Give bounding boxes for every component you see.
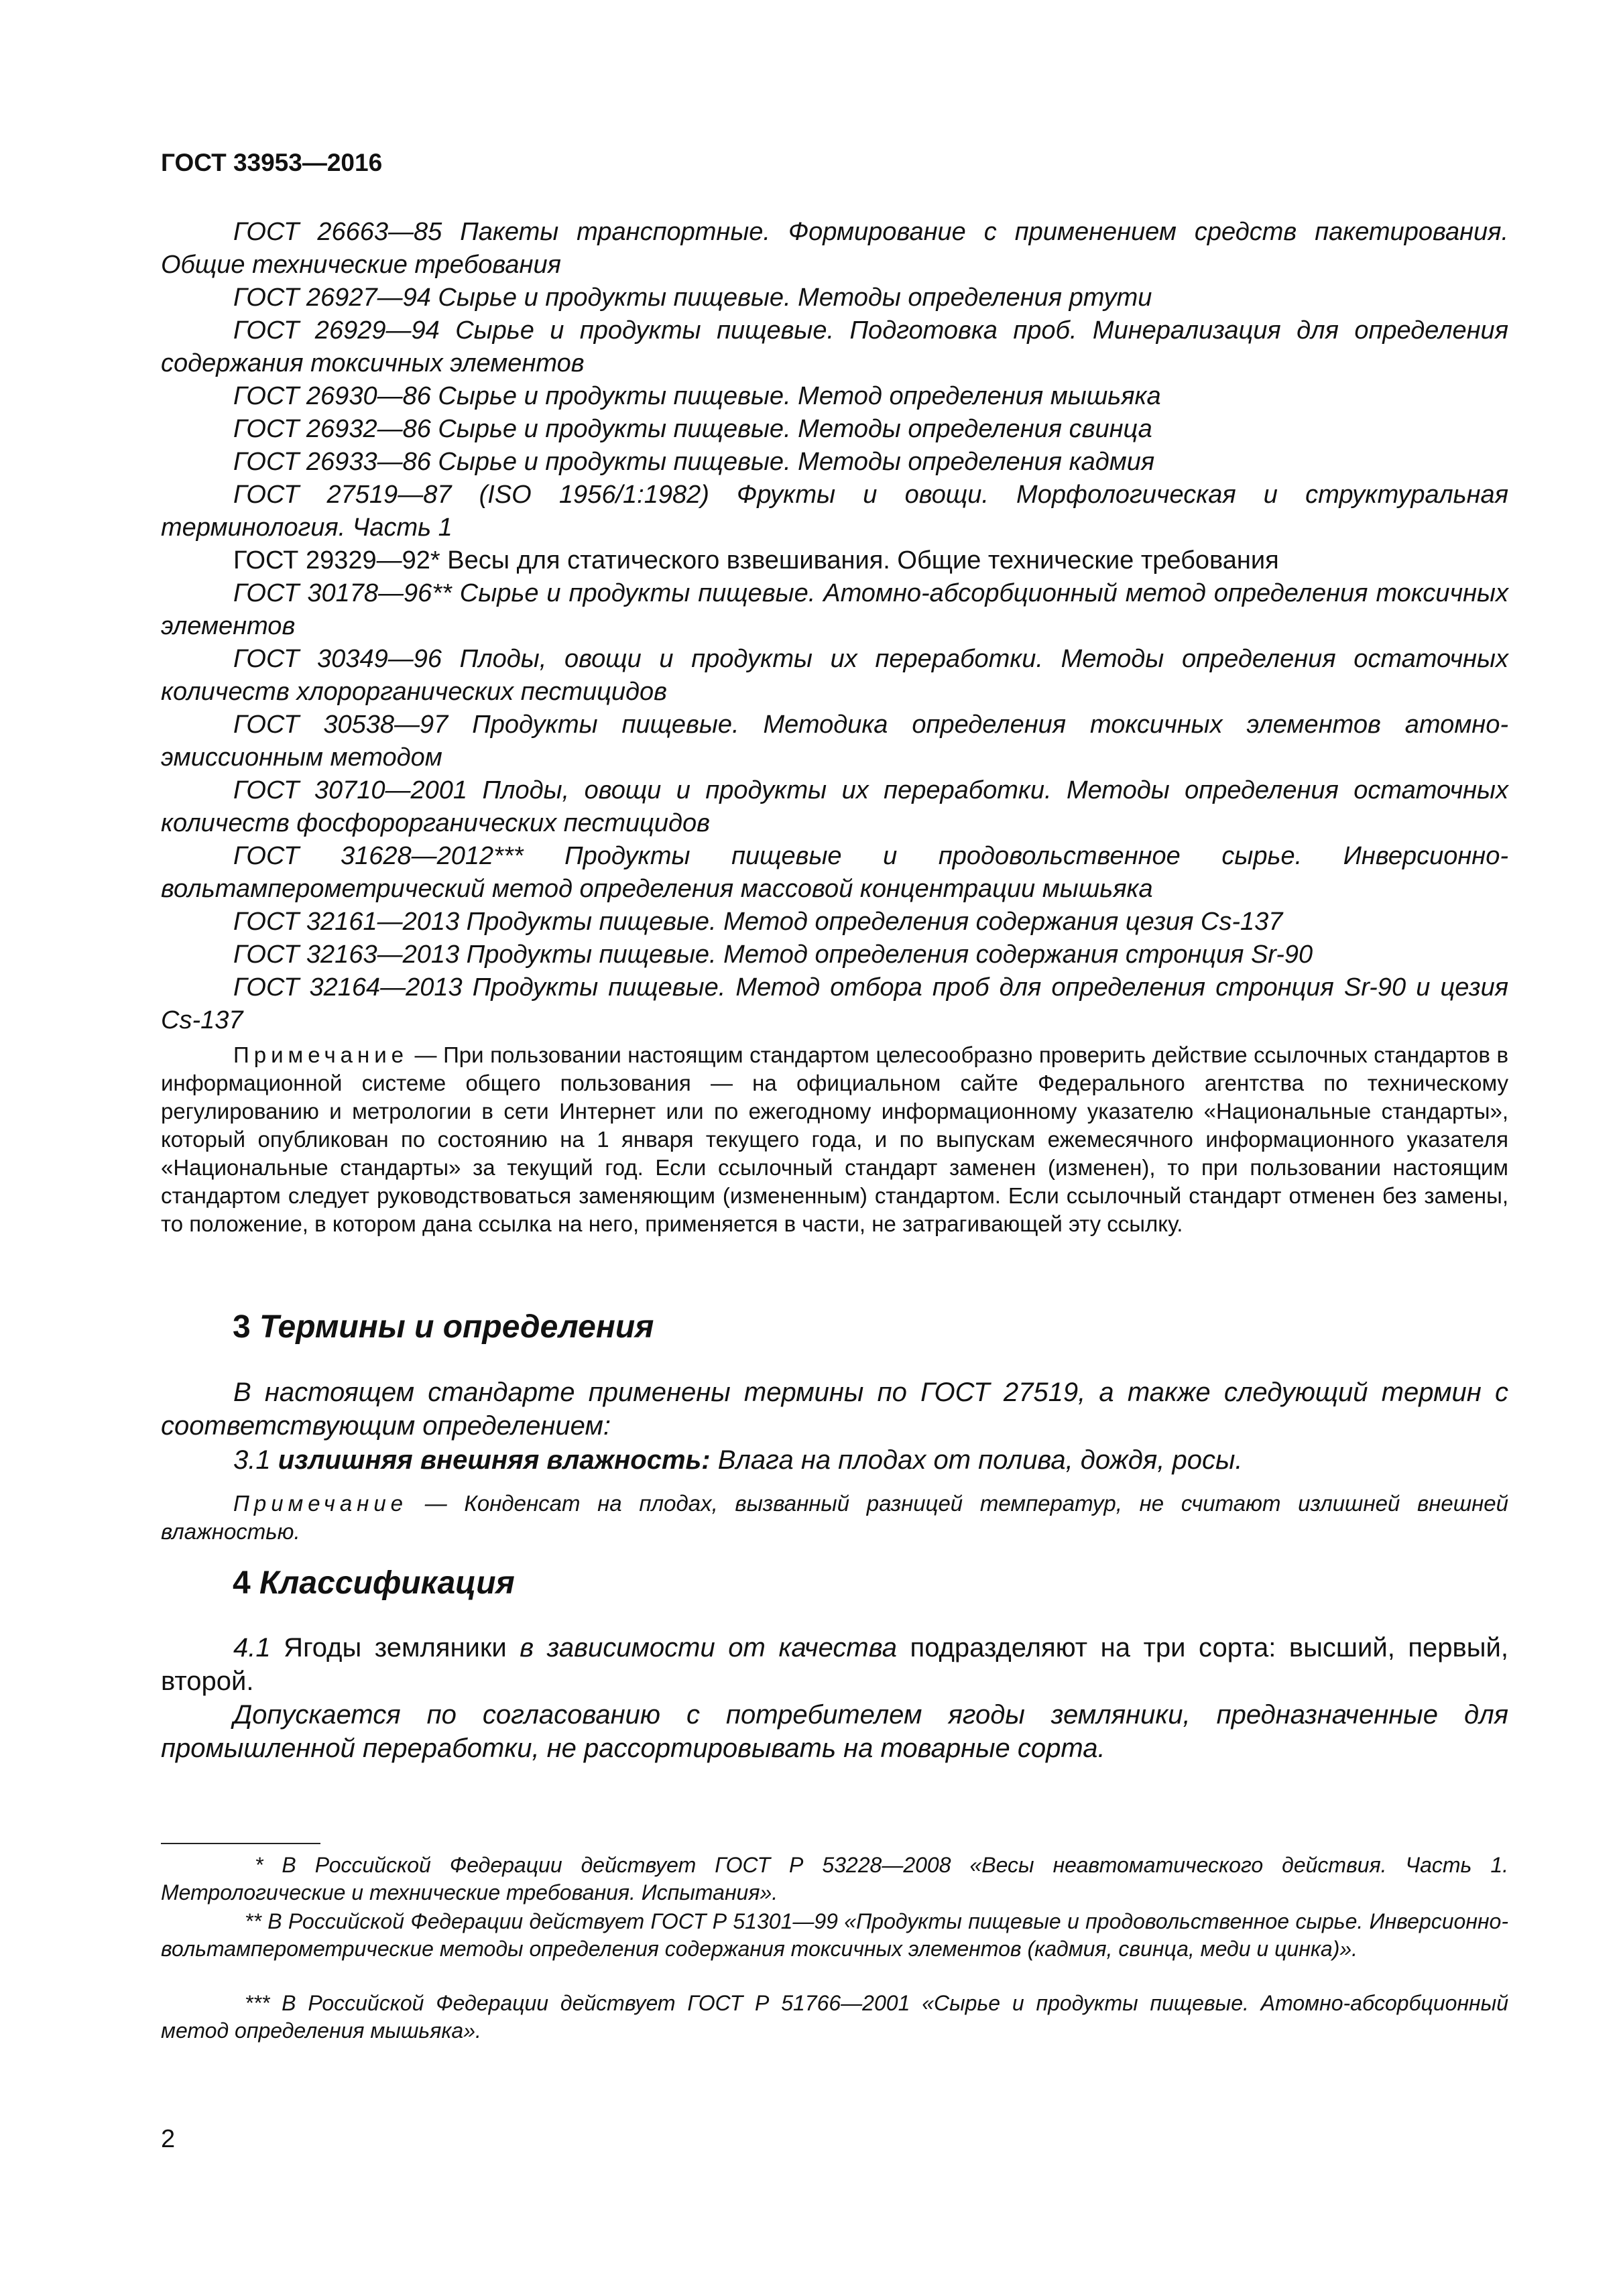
note-text: — При пользовании настоящим стандартом целесообразно проверить действие ссылочных стандартов в информационной системе общего пользования — на официальном сайте Федерального агентства по техническому регулированию и метрологии в сети Интернет или по ежегодному информационному указателю «Национальные стандарты», который опубликован по состоянию на 1 января текущего года, и по выпускам ежемесячного информационного указателя «Национальные стандарты» за текущий год. Если ссылочный стандарт заменен (изменен), то при пользовании настоящим стандартом следует руководствоваться заменяющим (измененным) стандартом. Если ссылочный стандарт отменен без замены, то положение, в котором дана ссылка на него, применяется в части, не затрагивающей эту ссылку. bbox=[161, 1042, 1508, 1236]
term-text: Влага на плодах от полива, дождя, росы. bbox=[710, 1445, 1243, 1475]
reference-item: ГОСТ 26929—94 Сырье и продукты пищевые. Подготовка проб. Минерализация для определения содержания токсичных элементов bbox=[161, 316, 1508, 377]
reference-item: ГОСТ 26927—94 Сырье и продукты пищевые. Методы определения ртути bbox=[233, 284, 1152, 312]
reference-item: ГОСТ 31628—2012*** Продукты пищевые и продовольственное сырье. Инверсионно-вольтамперометрический метод определения массовой концентрации мышьяка bbox=[161, 842, 1508, 903]
section-4-heading bbox=[233, 1565, 515, 1602]
term-number: 3.1 bbox=[233, 1445, 271, 1475]
reference-item: ГОСТ 32163—2013 Продукты пищевые. Метод определения содержания стронция Sr-90 bbox=[233, 941, 1313, 969]
section-3-intro: В настоящем стандарте применены термины по ГОСТ 27519, а также следующий термин с соответствующим определением: bbox=[161, 1378, 1508, 1441]
reference-item: ГОСТ 32161—2013 Продукты пищевые. Метод определения содержания цезия Cs-137 bbox=[233, 908, 1283, 936]
reference-item: ГОСТ 26663—85 Пакеты транспортные. Формирование с применением средств пакетирования. Общие технические требования bbox=[161, 218, 1508, 279]
footnote: ** В Российской Федерации действует ГОСТ Р 51301—99 «Продукты пищевые и продовольственное сырье. Инверсионно-вольтамперометрические методы определения содержания токсичных элементов (кадмия, свинца, меди и цинка)». bbox=[161, 1909, 1508, 1961]
section-4-paragraph-2: Допускается по согласованию с потребителем ягоды земляники, предназначенные для промышленной переработки, не рассортировывать на товарные сорта. bbox=[161, 1700, 1508, 1763]
section-title: Классификация bbox=[259, 1565, 515, 1601]
reference-item: ГОСТ 29329—92* Весы для статического взвешивания. Общие технические требования bbox=[233, 546, 1279, 575]
reference-item: ГОСТ 30178—96** Сырье и продукты пищевые. Атомно-абсорбционный метод определения токсичных элементов bbox=[161, 579, 1508, 640]
note-label: Примечание bbox=[233, 1042, 409, 1067]
section-title: Термины и определения bbox=[259, 1309, 654, 1345]
page-number: 2 bbox=[161, 2125, 176, 2153]
footnote-separator bbox=[161, 1843, 320, 1844]
reference-item: ГОСТ 30538—97 Продукты пищевые. Методика определения токсичных элементов атомно-эмиссионным методом bbox=[161, 711, 1508, 772]
footnote: * В Российской Федерации действует ГОСТ Р 53228—2008 «Весы неавтоматического действия. Часть 1. Метрологические и технические требования. Испытания». bbox=[161, 1853, 1508, 1905]
reference-item: ГОСТ 27519—87 (ISO 1956/1:1982) Фрукты и овощи. Морфологическая и структуральная терминология. Часть 1 bbox=[161, 481, 1508, 542]
term-note bbox=[161, 1490, 1508, 1546]
clause-number: 4.1 bbox=[233, 1633, 271, 1663]
clause-text: подразделяют на три сорта: высший, первый, второй. bbox=[161, 1633, 1508, 1696]
reference-item: ГОСТ 26932—86 Сырье и продукты пищевые. Методы определения свинца bbox=[233, 415, 1152, 443]
reference-item: ГОСТ 26933—86 Сырье и продукты пищевые. Методы определения кадмия bbox=[233, 448, 1155, 476]
document-header: ГОСТ 33953—2016 bbox=[161, 149, 383, 176]
clause-text: Ягоды земляники bbox=[270, 1633, 520, 1663]
section-number: 3 bbox=[233, 1309, 251, 1345]
term-name: излишняя внешняя влажность: bbox=[278, 1445, 711, 1475]
reference-item: ГОСТ 26930—86 Сырье и продукты пищевые. Метод определения мышьяка bbox=[233, 382, 1161, 410]
section-4-paragraph-1 bbox=[161, 1631, 1508, 1698]
normative-references-list bbox=[161, 216, 1508, 1037]
section-number: 4 bbox=[233, 1565, 251, 1601]
reference-item: ГОСТ 30710—2001 Плоды, овощи и продукты их переработки. Методы определения остаточных количеств фосфорорганических пестицидов bbox=[161, 776, 1508, 837]
reference-item: ГОСТ 32164—2013 Продукты пищевые. Метод отбора проб для определения стронция Sr-90 и цезия Cs-137 bbox=[161, 973, 1508, 1034]
note-label: Примечание bbox=[233, 1491, 408, 1516]
footnote: *** В Российской Федерации действует ГОСТ Р 51766—2001 «Сырье и продукты пищевые. Атомно-абсорбционный метод определения мышьяка». bbox=[161, 1991, 1508, 2043]
references-note bbox=[161, 1041, 1508, 1238]
note-text: — Конденсат на плодах, вызванный разницей температур, не считают излишней внешней влажностью. bbox=[161, 1491, 1508, 1544]
reference-item: ГОСТ 30349—96 Плоды, овощи и продукты их переработки. Методы определения остаточных количеств хлорорганических пестицидов bbox=[161, 645, 1508, 706]
clause-italic-text: в зависимости от качества bbox=[520, 1633, 897, 1663]
term-definition bbox=[161, 1443, 1508, 1477]
section-3-heading bbox=[233, 1309, 654, 1345]
